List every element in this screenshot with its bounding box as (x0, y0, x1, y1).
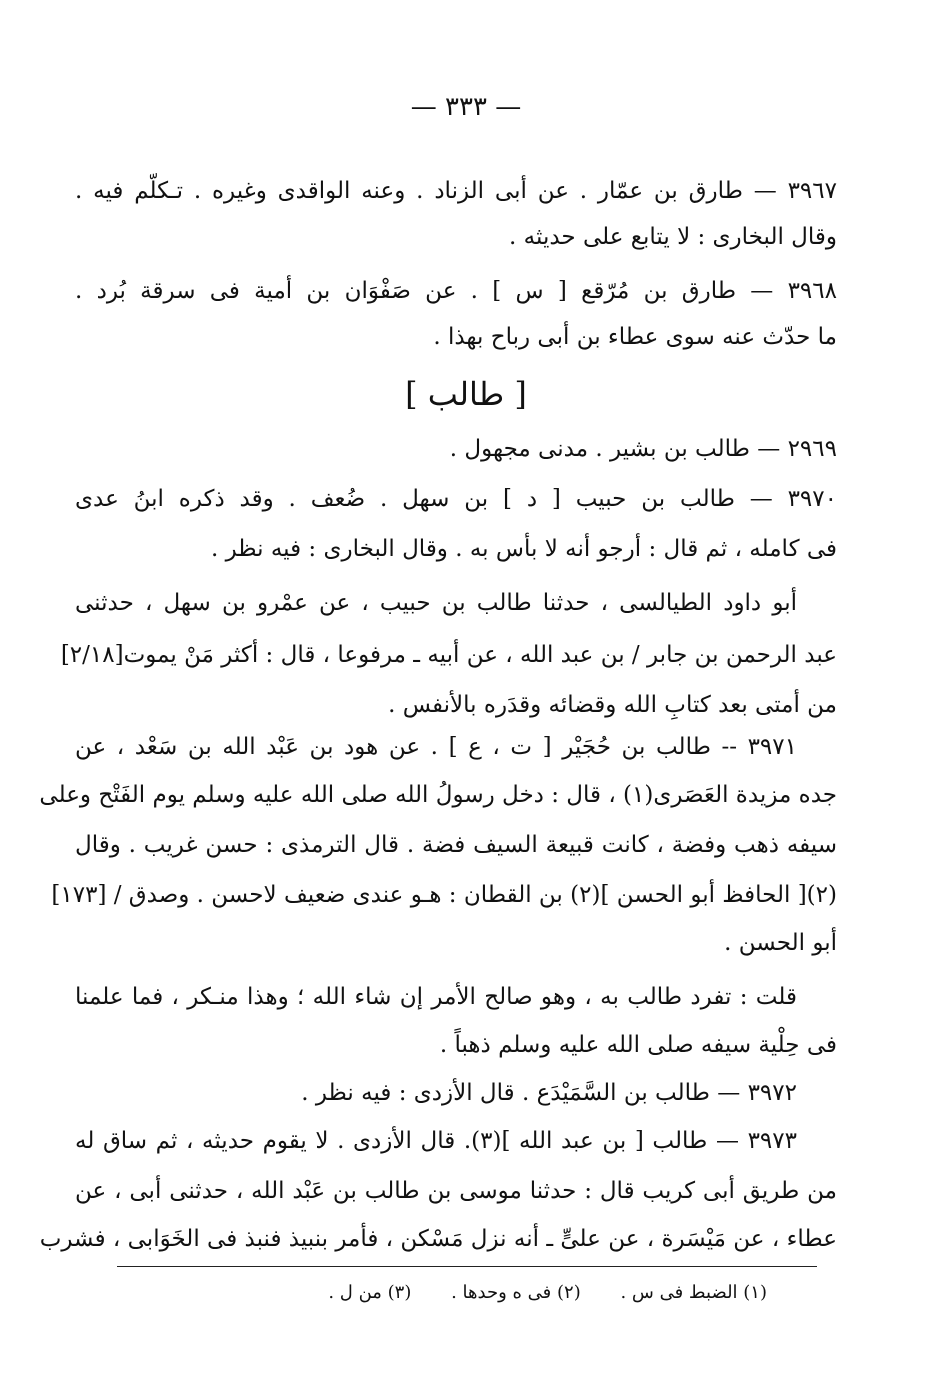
text-line: عبد الرحمن بن جابر / بن عبد الله ، عن أبيه ـ مرفوعا ، قال : أكثر مَنْ يموت[٢/١٨] (60, 642, 837, 668)
footnote: (١) الضبط فى س . (620, 1282, 767, 1303)
text-line: أبو داود الطيالسى ، حدثنا طالب بن حبيب ، عن عمْرو بن سهل ، حدثنى (75, 590, 797, 616)
text-line: ما حدّث عنه سوى عطاء بن أبى رباح بهذا . (433, 324, 837, 350)
text-line: فى حِلْية سيفه صلى الله عليه وسلم ذهباً . (439, 1032, 837, 1058)
section-heading: [ طالب ] (405, 375, 527, 413)
text-line: من أمتى بعد كتابِ الله وقضائه وقدَره بالأنفس . (388, 692, 837, 718)
text-line: ٣٩٧١ -- طالب بن حُجَيْر [ ت ، ع ] . عن هود بن عَبْد الله بن سَعْد ، عن (75, 734, 797, 760)
page-number: — ٣٣٣ — (410, 92, 522, 122)
text-line: سيفه ذهب وفضة ، كانت قبيعة السيف فضة . قال الترمذى : حسن غريب . وقال (75, 832, 837, 858)
text-line: من طريق أبى كريب قال : حدثنا موسى بن طالب بن عَبْد الله ، حدثنى أبى ، عن (75, 1178, 837, 1204)
text-line: ٣٩٧٠ — طالب بن حبيب [ د ] بن سهل . ضُعف . وقد ذكره ابنُ عدى (75, 486, 837, 512)
text-line: أبو الحسن . (724, 930, 837, 956)
text-line: ٣٩٧٢ — طالب بن السَّمَيْدَع . قال الأزدى : فيه نظر . (301, 1080, 797, 1106)
footnotes (200, 1278, 767, 1308)
text-line: ٣٩٧٣ — طالب [ بن عبد الله ](٣). قال الأزدى . لا يقوم حديثه ، ثم ساق له (75, 1128, 797, 1154)
text-line: ٣٩٦٨ — طارق بن مُرّقع [ س ] . عن صَفْوَان بن أمية فى سرقة بُرد . (75, 278, 837, 304)
footnote: (٢) فى ه وحدها . (451, 1282, 581, 1303)
footnote-divider (117, 1266, 817, 1267)
text-line: ٣٩٦٧ — طارق بن عمّار . عن أبى الزناد . وعنه الواقدى وغيره . تـكلّم فيه . (75, 178, 837, 204)
text-line: فى كامله ، ثم قال : أرجو أنه لا بأس به . وقال البخارى : فيه نظر . (210, 536, 837, 562)
text-line: ٢٩٦٩ — طالب بن بشير . مدنى مجهول . (449, 436, 837, 462)
text-line: جده مزيدة العَصَرى(١) ، قال : دخل رسولُ الله صلى الله عليه وسلم يوم الفَتْح وعلى (39, 782, 837, 808)
footnote: (٣) من ل . (328, 1282, 412, 1303)
text-line: (٢)[ الحافظ أبو الحسن ](٢) بن القطان : هـو عندى ضعيف لاحسن . وصدق / [١٧٣] (51, 882, 837, 908)
text-line: وقال البخارى : لا يتابع على حديثه . (509, 224, 837, 250)
text-line: عطاء ، عن مَيْسَرة ، عن علىٍّ ـ أنه نزل مَسْكن ، فأمر بنبيذ فنبذ فى الخَوَابى ، فشرب (39, 1226, 837, 1252)
text-line: قلت : تفرد طالب به ، وهو صالح الأمر إن شاء الله ؛ وهذا منـكر ، فما علمنا (75, 984, 797, 1010)
